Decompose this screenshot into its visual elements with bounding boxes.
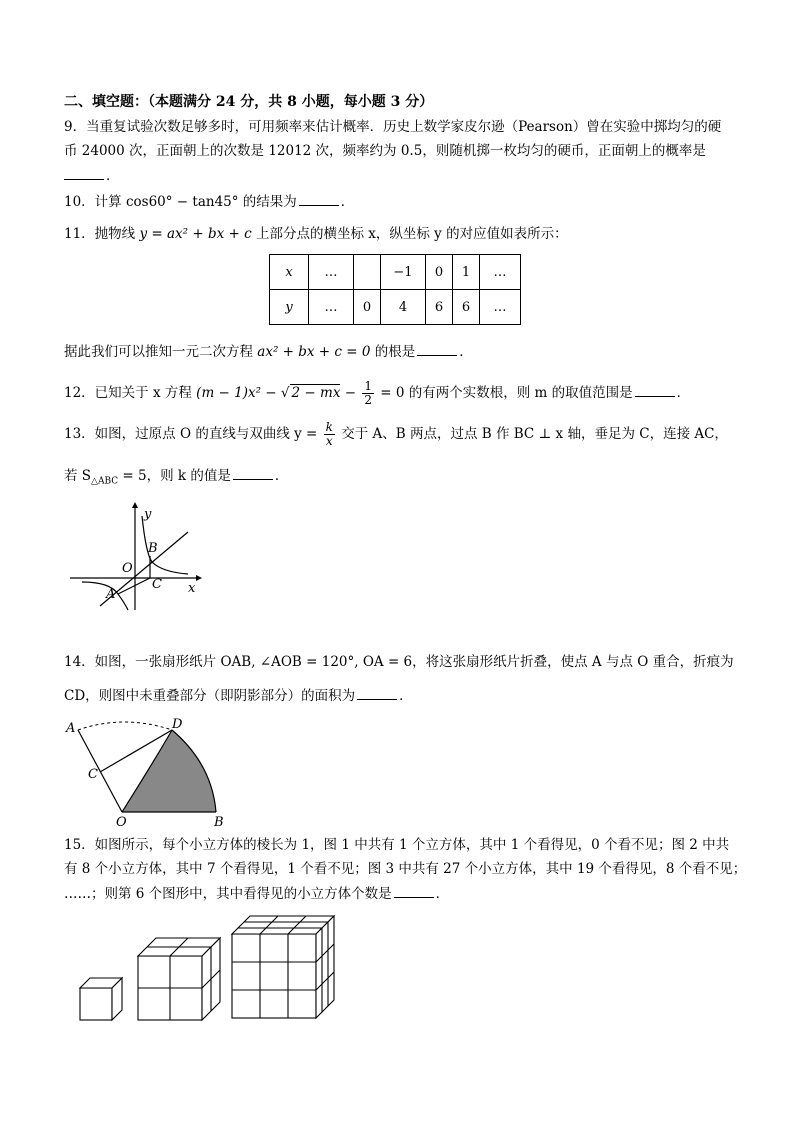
cube-figure-1 — [80, 978, 122, 1020]
q15-line3: ……；则第 6 个图形中，其中看得见的小立方体个数是 ． — [64, 883, 449, 904]
table-cell: … — [480, 290, 521, 325]
q13-figure — [70, 502, 210, 612]
table-cell: y — [270, 290, 309, 325]
table-cell: −1 — [381, 255, 426, 290]
table-cell: … — [309, 255, 354, 290]
q10: 10．计算 cos60° − tan45° 的结果为 ． — [64, 191, 354, 212]
q15-cube-figures — [76, 912, 366, 1032]
label-d: D — [172, 717, 183, 732]
q14-line2: CD，则图中未重叠部分（即阴影部分）的面积为 ． — [64, 685, 413, 706]
cube-figure-2 — [138, 938, 220, 1020]
q14-line1: 14．如图，一张扇形纸片 OAB, ∠AOB = 120°, OA = 6，将这张扇形纸片折叠，使点 A 与点 O 重合，折痕为 — [64, 654, 734, 670]
q11 — [64, 224, 568, 244]
table-cell: 6 — [426, 290, 453, 325]
q11-followup-suffix: 的根是 — [370, 344, 416, 360]
shaded-region — [122, 730, 216, 812]
q15-line2: 有 8 个小立方体，其中 7 个看得见，1 个看不见；图 3 中共有 27 个小立方体，其中 19 个看得见，8 个看不见； — [64, 861, 747, 877]
q11-prefix: 11．抛物线 — [64, 226, 140, 242]
q13-fraction — [324, 421, 335, 448]
q13-suffix: 交于 A、B 两点，过点 B 作 BC ⊥ x 轴，垂足为 C，连接 AC， — [336, 426, 728, 442]
label-o: O — [116, 815, 127, 830]
label-a: A — [66, 721, 76, 736]
table-cell: … — [309, 290, 354, 325]
q13-line2: 若 $S_{\triangle ABC} = 5$，则 k 的值是 ． — [64, 465, 288, 492]
q11-expr: y = ax² + bx + c — [139, 226, 252, 242]
label-o: O — [122, 561, 133, 576]
table-cell: 4 — [381, 290, 426, 325]
q11-value-table — [269, 254, 521, 325]
table-row — [270, 255, 521, 290]
cube-figure-3 — [232, 916, 334, 1018]
q12-fraction — [362, 380, 374, 407]
q9-line1: 9．当重复试验次数足够多时，可用频率来估计概率．历史上数学家皮尔逊（Pearson）曾在实验中掷均匀的硬 — [64, 119, 722, 135]
q11-followup-prefix: 据此我们可以推知一元二次方程 — [64, 344, 258, 360]
q13-line2-prefix: 若 S — [64, 468, 92, 484]
table-row — [270, 290, 521, 325]
x-axis-arrow-icon — [196, 575, 202, 581]
q10-blank — [299, 191, 339, 206]
label-a: A — [106, 587, 116, 602]
q12-expr-c: = 0 — [375, 385, 405, 401]
table-cell — [354, 255, 381, 290]
q11-followup: 据此我们可以推知一元二次方程 ax² + bx + c = 0 的根是 ． — [64, 341, 473, 362]
q12-suffix: 的有两个实数根，则 m 的取值范围是 — [404, 385, 633, 401]
q13-line2-sub: △ABC — [91, 476, 119, 487]
label-y: y — [144, 507, 152, 522]
label-x: x — [188, 581, 196, 596]
q11-blank — [417, 341, 457, 356]
q12-expr-b: − — [340, 385, 361, 401]
q15-blank — [394, 883, 434, 898]
label-c: C — [152, 577, 162, 592]
table-cell: 6 — [453, 290, 480, 325]
q13-prefix: 13．如图，过原点 O 的直线与双曲线 y = — [64, 426, 322, 442]
label-b: B — [148, 541, 158, 556]
q10-text: 10．计算 cos60° − tan45° 的结果为 — [64, 194, 297, 210]
q12: 12．已知关于 x 方程 (m − 1)x² − √ 2 − mx − $\frac{1}{2}$ = 0 的有两个实数根，则 m 的取值范围是 ． — [64, 379, 691, 407]
q11-followup-expr: ax² + bx + c = 0 — [257, 344, 371, 360]
section-title: 二、填空题：（本题满分 24 分，共 8 小题，每小题 3 分） — [64, 94, 434, 110]
q12-frac-den: 2 — [364, 393, 372, 407]
q14-figure — [64, 718, 234, 828]
arc-ad-dashed — [78, 722, 172, 730]
table-cell: … — [480, 255, 521, 290]
table-cell: 0 — [426, 255, 453, 290]
q13-frac-den: x — [325, 434, 333, 448]
segment-oa — [78, 730, 122, 812]
segment-ac — [118, 578, 150, 594]
q11-suffix: 上部分点的横坐标 x，纵坐标 y 的对应值如表所示： — [251, 226, 568, 242]
q14-blank — [357, 685, 397, 700]
q12-prefix: 12．已知关于 x 方程 — [64, 385, 197, 401]
q14-line2-prefix: CD，则图中未重叠部分（即阴影部分）的面积为 — [64, 688, 356, 704]
label-b: B — [214, 815, 224, 830]
q9-answer-blank: ． — [64, 165, 120, 186]
table-cell: 1 — [453, 255, 480, 290]
q15-line1: 15．如图所示，每个小立方体的棱长为 1，图 1 中共有 1 个立方体，其中 1 个看得见，0 个看不见；图 2 中共 — [64, 837, 730, 853]
q13-line2-mid: = 5，则 k 的值是 — [118, 468, 231, 484]
q12-frac-num: 1 — [364, 379, 372, 393]
y-axis-arrow-icon — [132, 502, 138, 508]
q9-line2: 币 24000 次，正面朝上的次数是 12012 次，频率约为 0.5，则随机掷一枚均匀的硬币，正面朝上的概率是 — [64, 143, 706, 159]
q12-blank — [635, 382, 675, 397]
q12-sqrt: 2 − mx — [291, 385, 341, 401]
label-c: C — [88, 767, 98, 782]
table-cell: 0 — [354, 290, 381, 325]
q12-expr-a: (m − 1)x² − — [196, 385, 281, 401]
table-cell: x — [270, 255, 309, 290]
hyperbola-branch-left — [82, 582, 128, 610]
q13 — [64, 421, 728, 448]
q15-line3-prefix: ……；则第 6 个图形中，其中看得见的小立方体个数是 — [64, 886, 392, 902]
q13-blank — [233, 465, 273, 480]
q13-frac-num: k — [325, 420, 333, 434]
